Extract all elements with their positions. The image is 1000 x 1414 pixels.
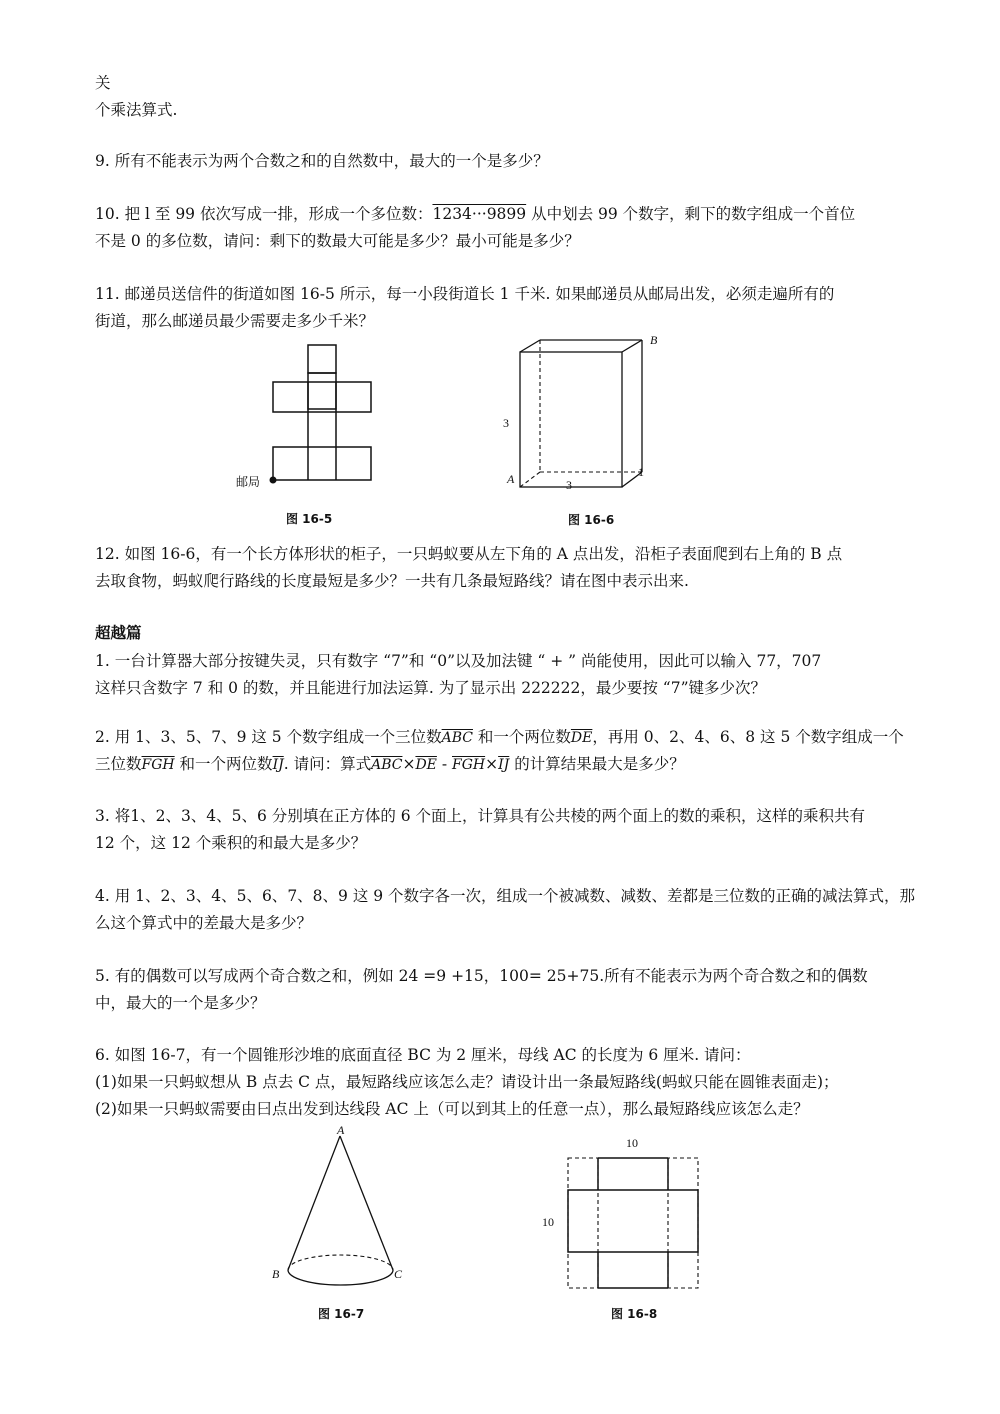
challenge-6-line3: (2)如果一只蚂蚁需要由曰点出发到达线段 AC 上（可以到其上的任意一点），那么最短路线应该怎么走？ xyxy=(95,1100,809,1118)
cone-base-front xyxy=(288,1270,393,1285)
challenge-5-line1: 5. 有的偶数可以写成两个奇合数之和，例如 24 =9 +15，100= 25+75.所有不能表示为两个奇合数之和的偶数 xyxy=(95,967,868,985)
cone-label-b: B xyxy=(272,1267,280,1281)
net-outline xyxy=(568,1158,698,1288)
text-line: 关 xyxy=(95,74,111,92)
street-square xyxy=(308,345,336,373)
challenge-5-line2: 中，最大的一个是多少？ xyxy=(95,994,266,1012)
street-square xyxy=(308,373,336,409)
net-label-top-10: 10 xyxy=(626,1136,638,1150)
challenge-1-line2: 这样只含数字 7 和 0 的数，并且能进行加法运算. 为了显示出 222222，最少要按 “7”键多少次？ xyxy=(95,679,767,697)
figure-16-5-caption: 图 16-5 xyxy=(286,512,333,526)
c2-times: × xyxy=(402,755,416,773)
question-10-line1 xyxy=(95,203,855,225)
net-middle-band xyxy=(568,1190,698,1252)
figure-16-8 xyxy=(560,1150,710,1300)
cone-side-right xyxy=(340,1136,393,1270)
cuboid-hidden-edge xyxy=(520,472,540,487)
street-row xyxy=(273,447,371,480)
challenge-2-line2 xyxy=(95,753,685,776)
c2-fgh: $\overline{FGH}$ xyxy=(452,757,486,773)
question-12-line2: 去取食物，蚂蚁爬行路线的长度最短是多少？一共有几条最短路线？请在图中表示出来. xyxy=(95,572,689,590)
q10-text: 从中划去 99 个数字，剩下的数字组成一个首位 xyxy=(526,205,856,223)
post-office-dot xyxy=(270,477,277,484)
cuboid-edge xyxy=(622,340,642,352)
challenge-6-line2: (1)如果一只蚂蚁想从 B 点去 C 点，最短路线应该怎么走？请设计出一条最短路线(蚂蚁只能在圆锥表面走)； xyxy=(95,1073,839,1091)
question-11-line1: 11. 邮递员送信件的街道如图 16-5 所示，每一小段街道长 1 千米. 如果邮递员从邮局出发，必须走遍所有的 xyxy=(95,285,835,303)
c2-text: . 请问：算式 xyxy=(283,755,372,773)
c2-text: 的计算结果最大是多少？ xyxy=(509,755,685,773)
challenge-6-line1: 6. 如图 16-7，有一个圆锥形沙堆的底面直径 BC 为 2 厘米，母线 AC 的长度为 6 厘米. 请问： xyxy=(95,1046,751,1064)
label-a: A xyxy=(507,472,515,486)
challenge-4-line2: 么这个算式中的差最大是多少？ xyxy=(95,914,313,932)
question-12-line1: 12. 如图 16-6，有一个长方体形状的柜子，一只蚂蚁要从左下角的 A 点出发，沿柜子表面爬到右上角的 B 点 xyxy=(95,545,843,563)
question-11-line2: 街道，那么邮递员最少需要走多少千米？ xyxy=(95,312,375,330)
c2-times: × xyxy=(485,755,499,773)
c2-ij: $\overline{IJ}$ xyxy=(272,757,284,773)
c2-abc: $\overline{ABC}$ xyxy=(371,757,403,773)
section-heading: 超越篇 xyxy=(95,624,142,642)
c2-minus: - xyxy=(436,755,452,773)
c2-ij: $\overline{IJ}$ xyxy=(498,757,510,773)
c2-de: $\overline{DE}$ xyxy=(570,730,593,746)
label-height-3: 3 xyxy=(503,416,509,430)
cone-label-c: C xyxy=(394,1267,403,1281)
net-label-left-10: 10 xyxy=(542,1215,554,1229)
question-9: 9. 所有不能表示为两个合数之和的自然数中，最大的一个是多少？ xyxy=(95,152,549,170)
cuboid-front-face xyxy=(520,352,622,487)
c2-de: $\overline{DE}$ xyxy=(415,757,437,773)
text-line: 个乘法算式. xyxy=(95,101,178,119)
label-width-3: 3 xyxy=(566,478,572,492)
c2-text: 三位数 xyxy=(95,755,142,773)
c2-text: 和一个两位数 xyxy=(472,728,571,746)
q10-number: 1234···9899 xyxy=(432,205,527,223)
c2-text: ，再用 0、2、4、6、8 这 5 个数字组成一个 xyxy=(592,728,904,746)
c2-text: 和一个两位数 xyxy=(174,755,273,773)
challenge-2-line1 xyxy=(95,726,904,749)
cone-label-a: A xyxy=(337,1123,345,1137)
label-b: B xyxy=(650,333,658,347)
figure-16-7-caption: 图 16-7 xyxy=(318,1307,365,1321)
post-office-label: 邮局 xyxy=(236,475,261,489)
c2-abc: $\overline{ABC}$ xyxy=(441,730,473,746)
challenge-4-line1: 4. 用 1、2、3、4、5、6、7、8、9 这 9 个数字各一次，组成一个被减数、减数、差都是三位数的正确的减法算式，那 xyxy=(95,887,916,905)
figure-16-8-caption: 图 16-8 xyxy=(611,1307,658,1321)
c2-text: 2. 用 1、3、5、7、9 这 5 个数字组成一个三位数 xyxy=(95,728,442,746)
cuboid-edge xyxy=(520,340,540,352)
challenge-3-line2: 12 个，这 12 个乘积的和最大是多少？ xyxy=(95,834,367,852)
cone-base-back xyxy=(288,1255,393,1270)
q10-text: 10. 把 l 至 99 依次写成一排，形成一个多位数： xyxy=(95,205,433,223)
figure-16-6-caption: 图 16-6 xyxy=(568,513,615,527)
label-depth-1: 1 xyxy=(638,465,644,479)
challenge-1-line1: 1. 一台计算器大部分按键失灵，只有数字 “7”和 “0”以及加法键 “ + ” 尚能使用，因此可以输入 77，707 xyxy=(95,652,822,670)
cone-side-left xyxy=(288,1136,340,1270)
figure-16-6 xyxy=(500,330,670,500)
challenge-3-line1: 3. 将1、2、3、4、5、6 分别填在正方体的 6 个面上，计算具有公共棱的两个面上的数的乘积，这样的乘积共有 xyxy=(95,807,866,825)
street-row xyxy=(273,382,371,412)
c2-fgh: $\overline{FGH}$ xyxy=(141,757,175,773)
question-10-line2: 不是 0 的多位数，请问：剩下的数最大可能是多少？最小可能是多少？ xyxy=(95,232,580,250)
